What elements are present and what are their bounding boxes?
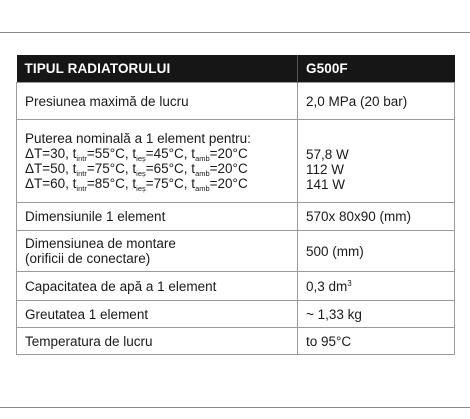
pressure-value: 2,0 MPa (20 bar) <box>298 83 455 120</box>
radiator-spec-table <box>16 55 455 355</box>
dimensions-label: Dimensiunile 1 element <box>17 203 298 231</box>
table-header-row <box>17 55 455 83</box>
temperature-value: to 95°C <box>298 328 455 355</box>
capacity-value-cell <box>298 272 455 301</box>
mounting-value: 500 (mm) <box>298 231 455 272</box>
top-divider <box>0 32 470 33</box>
power-value-60: 141 W <box>306 177 346 192</box>
header-radiator-type: TIPUL RADIATORULUI <box>17 55 298 83</box>
table-row <box>17 231 455 272</box>
header-model: G500F <box>298 55 455 83</box>
table-row <box>17 203 455 231</box>
power-case-60: ΔT=60, $t_{intr}=85^\circ C$, $t_{ieș}=75^\circ C$, $t_{amb}=20^\circ C$ <box>25 176 248 193</box>
table-row <box>17 301 455 328</box>
mounting-label-line1: Dimensiunea de montare <box>25 236 176 251</box>
power-case-30: ΔT=30, $t_{intr}=55^\circ C$, $t_{ieș}=45^\circ C$, $t_{amb}=20^\circ C$ <box>25 146 248 163</box>
power-value-30: 57,8 W <box>306 147 349 162</box>
dimensions-value: 570x 80x90 (mm) <box>298 203 455 231</box>
bottom-divider <box>0 407 470 408</box>
power-values-cell <box>298 120 455 203</box>
table-row <box>17 120 455 203</box>
weight-label: Greutatea 1 element <box>17 301 298 328</box>
pressure-label: Presiunea maximă de lucru <box>17 83 298 120</box>
mounting-label-line2: (orificii de conectare) <box>25 251 151 266</box>
power-case-50: ΔT=50, $t_{intr}=75^\circ C$, $t_{ieș}=65^\circ C$, $t_{amb}=20^\circ C$ <box>25 161 248 178</box>
power-label-cell <box>17 120 298 203</box>
capacity-unit-exponent: 3 <box>347 278 352 288</box>
temperature-label: Temperatura de lucru <box>17 328 298 355</box>
table-row <box>17 83 455 120</box>
power-label: Puterea nominală a 1 element pentru: <box>25 131 251 146</box>
power-value-50: 112 W <box>306 162 345 177</box>
weight-value: ~ 1,33 kg <box>298 301 455 328</box>
table-row <box>17 272 455 301</box>
capacity-label: Capacitatea de apă a 1 element <box>17 272 298 301</box>
table-row <box>17 328 455 355</box>
mounting-label-cell <box>17 231 298 272</box>
capacity-value: 0,3 dm <box>306 278 348 294</box>
